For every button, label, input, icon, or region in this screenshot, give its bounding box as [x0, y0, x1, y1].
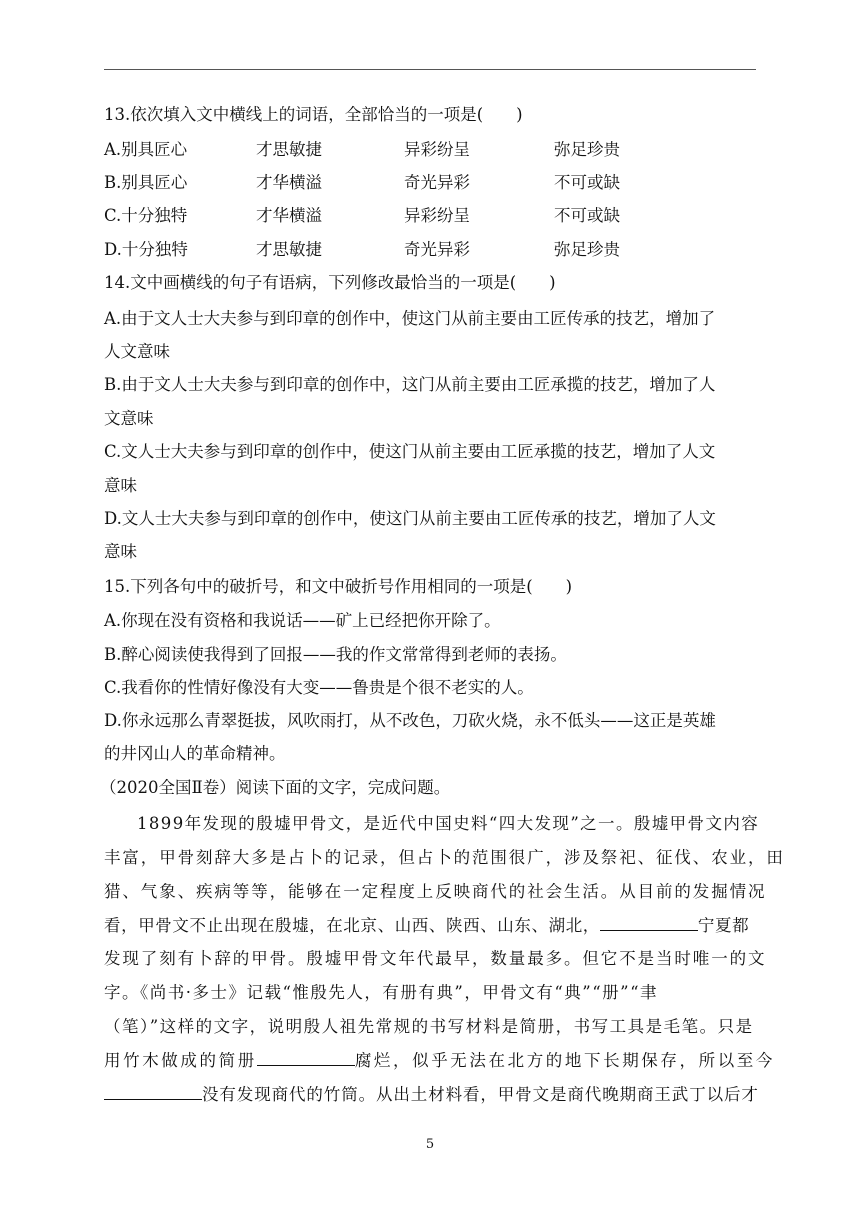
q14-option-a-cont: 人文意味: [104, 342, 170, 361]
page-number: 5: [425, 1137, 435, 1152]
passage-line: 丰富，甲骨刻辞大多是占卜的记录，但占卜的范围很广，涉及祭祀、征伐、农业，田: [104, 848, 785, 867]
passage-text: 没有发现商代的竹筒。从出土材料看，甲骨文是商代晚期商王武丁以后才: [202, 1085, 759, 1104]
q15-option-d[interactable]: D.你永远那么青翠挺拔，风吹雨打，从不改色，刀砍火烧，永不低头——这正是英雄: [104, 711, 716, 730]
q13-option-a[interactable]: [104, 140, 756, 160]
q14-option-a[interactable]: A.由于文人士大夫参与到印章的创作中，使这门从前主要由工匠传承的技艺，增加了: [104, 309, 716, 328]
q15-option-c[interactable]: C.我看你的性情好像没有大变——鲁贵是个很不老实的人。: [104, 678, 534, 697]
option-word: 弥足珍贵: [554, 240, 620, 259]
fill-blank[interactable]: [600, 916, 698, 931]
passage-text: 看，甲骨文不止出现在殷墟，在北京、山西、陕西、山东、湖北，: [104, 916, 600, 935]
passage-line: [104, 916, 756, 936]
q14-option-b[interactable]: B.由于文人士大夫参与到印章的创作中，这门从前主要由工匠承揽的技艺，增加了人: [104, 375, 716, 394]
q13-stem: 13.依次填入文中横线上的词语，全部恰当的一项是( ): [104, 105, 523, 124]
passage-source: （2020全国Ⅱ卷）阅读下面的文字，完成问题。: [100, 778, 451, 797]
option-word: 异彩纷呈: [404, 206, 470, 225]
passage-line: 猎、气象、疾病等等，能够在一定程度上反映商代的社会生活。从目前的发掘情况: [104, 882, 767, 901]
option-text: A.别具匠心: [104, 140, 188, 159]
option-word: 才思敏捷: [256, 240, 322, 259]
q15-option-d-cont: 的井冈山人的革命精神。: [104, 744, 286, 763]
option-text: C.十分独特: [104, 206, 188, 225]
option-word: 奇光异彩: [404, 240, 470, 259]
passage-text: 腐烂，似乎无法在北方的地下长期保存，所以至今: [354, 1051, 776, 1070]
option-text: D.十分独特: [104, 240, 188, 259]
option-word: 不可或缺: [554, 206, 620, 225]
passage-line: 1899年发现的殷墟甲骨文，是近代中国史料“四大发现”之一。殷墟甲骨文内容: [137, 814, 760, 833]
header-rule: [104, 69, 756, 70]
q14-option-b-cont: 文意味: [104, 409, 154, 428]
option-word: 才华横溢: [256, 206, 322, 225]
q15-stem: 15.下列各句中的破折号，和文中破折号作用相同的一项是( ): [104, 577, 573, 596]
passage-line: [104, 1085, 759, 1105]
q14-option-d[interactable]: D.文人士大夫参与到印章的创作中，使这门从前主要由工匠传承的技艺，增加了人文: [104, 509, 716, 528]
q14-option-d-cont: 意味: [104, 542, 137, 561]
passage-line: 字。《尚书·多士》记载“惟殷先人，有册有典”，甲骨文有“典”“册”“聿: [104, 983, 659, 1002]
option-word: 异彩纷呈: [404, 140, 470, 159]
passage-line: 发现了刻有卜辞的甲骨。殷墟甲骨文年代最早，数量最多。但它不是当时唯一的文: [104, 949, 767, 968]
q15-option-a[interactable]: A.你现在没有资格和我说话——矿上已经把你开除了。: [104, 611, 501, 630]
passage-line: [104, 1051, 776, 1071]
option-word: 才思敏捷: [256, 140, 322, 159]
q13-option-c[interactable]: [104, 206, 756, 226]
option-text: B.别具匠心: [104, 173, 188, 192]
option-word: 才华横溢: [256, 173, 322, 192]
option-word: 弥足珍贵: [554, 140, 620, 159]
q14-stem: 14.文中画横线的句子有语病，下列修改最恰当的一项是( ): [104, 273, 556, 292]
fill-blank[interactable]: [104, 1085, 202, 1100]
passage-text: 宁夏都: [697, 916, 750, 935]
q14-option-c-cont: 意味: [104, 476, 137, 495]
q13-option-b[interactable]: [104, 173, 756, 193]
q13-option-d[interactable]: [104, 240, 756, 260]
q15-option-b[interactable]: B.醉心阅读使我得到了回报——我的作文常常得到老师的表扬。: [104, 645, 567, 664]
option-word: 奇光异彩: [404, 173, 470, 192]
q14-option-c[interactable]: C.文人士大夫参与到印章的创作中，使这门从前主要由工匠承揽的技艺，增加了人文: [104, 442, 716, 461]
passage-line: （笔）”这样的文字，说明殷人祖先常规的书写材料是简册，书写工具是毛笔。只是: [104, 1017, 754, 1036]
fill-blank[interactable]: [257, 1051, 355, 1066]
option-word: 不可或缺: [554, 173, 620, 192]
passage-text: 用竹木做成的简册: [104, 1051, 257, 1070]
